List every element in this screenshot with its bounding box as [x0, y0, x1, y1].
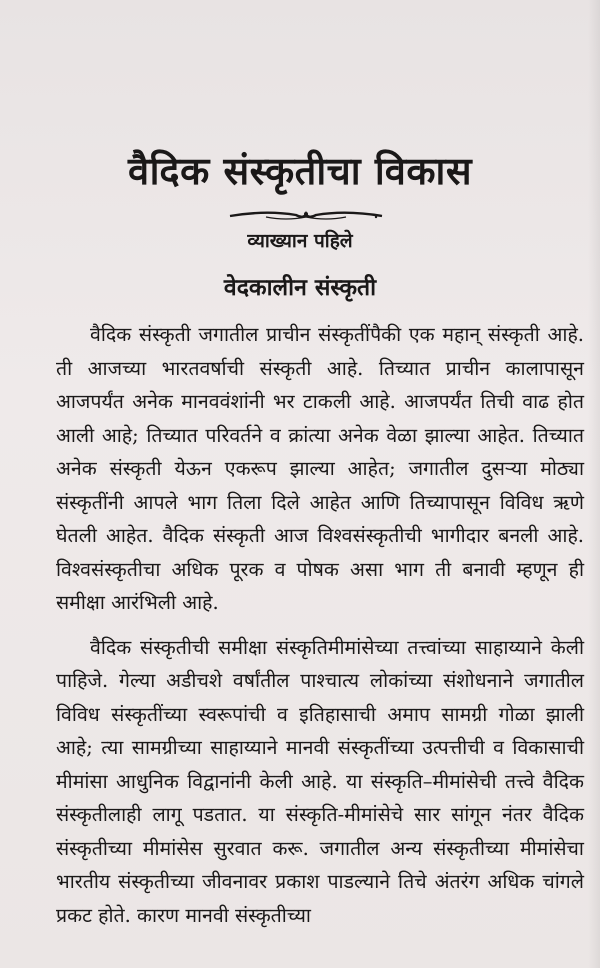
bleed-through-line [0, 28, 600, 44]
chapter-title: वैदिक संस्कृतीचा विकास [127, 148, 473, 193]
paragraph: वैदिक संस्कृतीची समीक्षा संस्कृतिमीमांसेच्या तत्त्वांच्या साहाय्याने केली पाहिजे. गेल्या अडीचशे वर्षांतील पाश्चात्य लोकांच्या संशोधनाने जगातील विविध संस्कृतींच्या स्वरूपांची व इतिहासाची अमाप सामग्री गोळा झाली आहे; त्या सामग्रीच्या साहाय्याने मानवी संस्कृतींच्या उत्पत्तीची व विकासाची मीमांसा आधुनिक विद्वानांनी केली आहे. या संस्कृति–मीमांसेची तत्त्वे वैदिक संस्कृतीलाही लागू पडतात. या संस्कृति-मीमांसेचे सार सांगून नंतर वैदिक संस्कृतीच्या मीमांसेस सुरवात करू. जगातील अन्य संस्कृतीच्या मीमांसेचा भारतीय संस्कृतीच्या जीवनावर प्रकाश पाडल्याने तिचे अंतरंग अधिक चांगले प्रकट होते. कारण मानवी संस्कृतीच्या [56, 635, 584, 927]
body-text [56, 318, 584, 943]
title-ornament-icon [226, 208, 386, 222]
lecture-label: व्याख्यान पहिले [247, 230, 353, 252]
paragraph: वैदिक संस्कृती जगातील प्राचीन संस्कृतींपैकी एक महान् संस्कृती आहे. ती आजच्या भारतवर्षाची संस्कृती आहे. तिच्यात प्राचीन कालापासून आजपर्यंत अनेक मानववंशांनी भर टाकली आहे. आजपर्यंत तिची वाढ होत आली आहे; तिच्यात परिवर्तने व क्रांत्या अनेक वेळा झाल्या आहेत. तिच्यात अनेक संस्कृती येऊन एकरूप झाल्या आहेत; जगातील दुसऱ्या मोठ्या संस्कृतींनी आपले भाग तिला दिले आहेत आणि तिच्यापासून विविध ऋणे घेतली आहेत. वैदिक संस्कृती आज विश्वसंस्कृतीची भागीदार बनली आहे. विश्वसंस्कृतीचा अधिक पूरक व पोषक असा भाग ती बनावी म्हणून ही समीक्षा आरंभिली आहे. [56, 323, 584, 614]
section-title: वेदकालीन संस्कृती [223, 274, 377, 301]
page-edge-shadow [588, 0, 600, 968]
chapter-title-block [0, 148, 600, 194]
